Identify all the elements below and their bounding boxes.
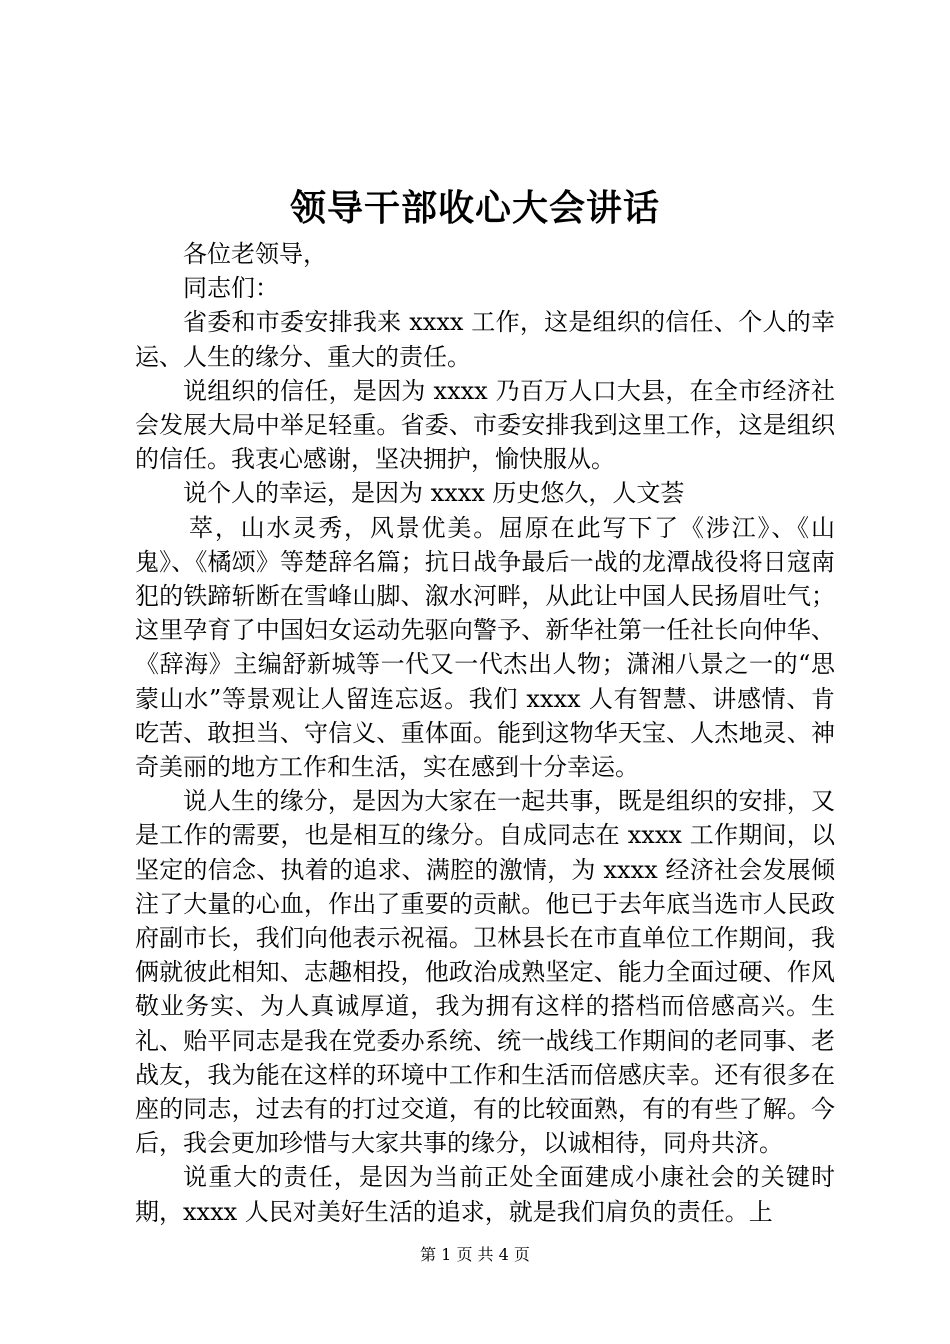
document-title: 领导干部收心大会讲话 — [289, 187, 660, 229]
greeting-line-1: 各位老领导， — [183, 240, 327, 268]
document-body — [135, 237, 835, 1229]
paragraph-organization-trust: 说组织的信任，是因为 xxxx 乃百万人口大县，在全市经济社会发展大局中举足轻重。省委、市委安排我到这里工作，这是组织的信任。我衷心感谢，坚决拥护，愉快服从。 — [135, 376, 835, 474]
paragraph-major-responsibility: 说重大的责任，是因为当前正处全面建成小康社会的关键时期，xxxx 人民对美好生活的追求，就是我们肩负的责任。上 — [135, 1163, 835, 1226]
page-number-footer: 第 1 页 共 4 页 — [420, 1245, 530, 1264]
paragraph-personal-fortune-start: 说个人的幸运，是因为 xxxx 历史悠久，人文荟 — [183, 479, 685, 508]
greeting-line-2: 同志们： — [183, 274, 279, 303]
paragraph-life-bond: 说人生的缘分，是因为大家在一起共事，既是组织的安排，又是工作的需要，也是相互的缘分。自成同志在 xxxx 工作期间，以坚定的信念、执着的追求、满腔的激情，为 xxxx 经济社会发展倾注了大量的心血，作出了重要的贡献。他已于去年底当选市人民政府副市长，我们向他表示祝福。卫林县长在市直单位工作期间，我俩就彼此相知、志趣相投，他政治成熟坚定、能力全面过硬、作风敬业务实、为人真诚厚道，我为拥有这样的搭档而倍感高兴。生礼、贻平同志是我在党委办系统、统一战线工作期间的老同事、老战友，我为能在这样的环境中工作和生活而倍感庆幸。还有很多在座的同志，过去有的打过交道，有的比较面熟，有的有些了解。今后，我会更加珍惜与大家共事的缘分，以诚相待，同舟共济。 — [135, 787, 835, 1158]
paragraph-organization-trust-intro: 省委和市委安排我来 xxxx 工作，这是组织的信任、个人的幸运、人生的缘分、重大的责任。 — [135, 308, 835, 371]
paragraph-personal-fortune: 萃，山水灵秀，风景优美。屈原在此写下了《涉江》、《山鬼》、《橘颂》等楚辞名篇；抗日战争最后一战的龙潭战役将日寇南犯的铁蹄斩断在雪峰山脚、溆水河畔，从此让中国人民扬眉吐气；这里孕育了中国妇女运动先驱向警予、新华社第一任社长向仲华、《辞海》主编舒新城等一代又一代杰出人物；潇湘八景之一的“思蒙山水”等景观让人留连忘返。我们 xxxx 人有智慧、讲感情、肯吃苦、敢担当、守信义、重体面。能到这物华天宝、人杰地灵、神奇美丽的地方工作和生活，实在感到十分幸运。 — [135, 513, 835, 782]
